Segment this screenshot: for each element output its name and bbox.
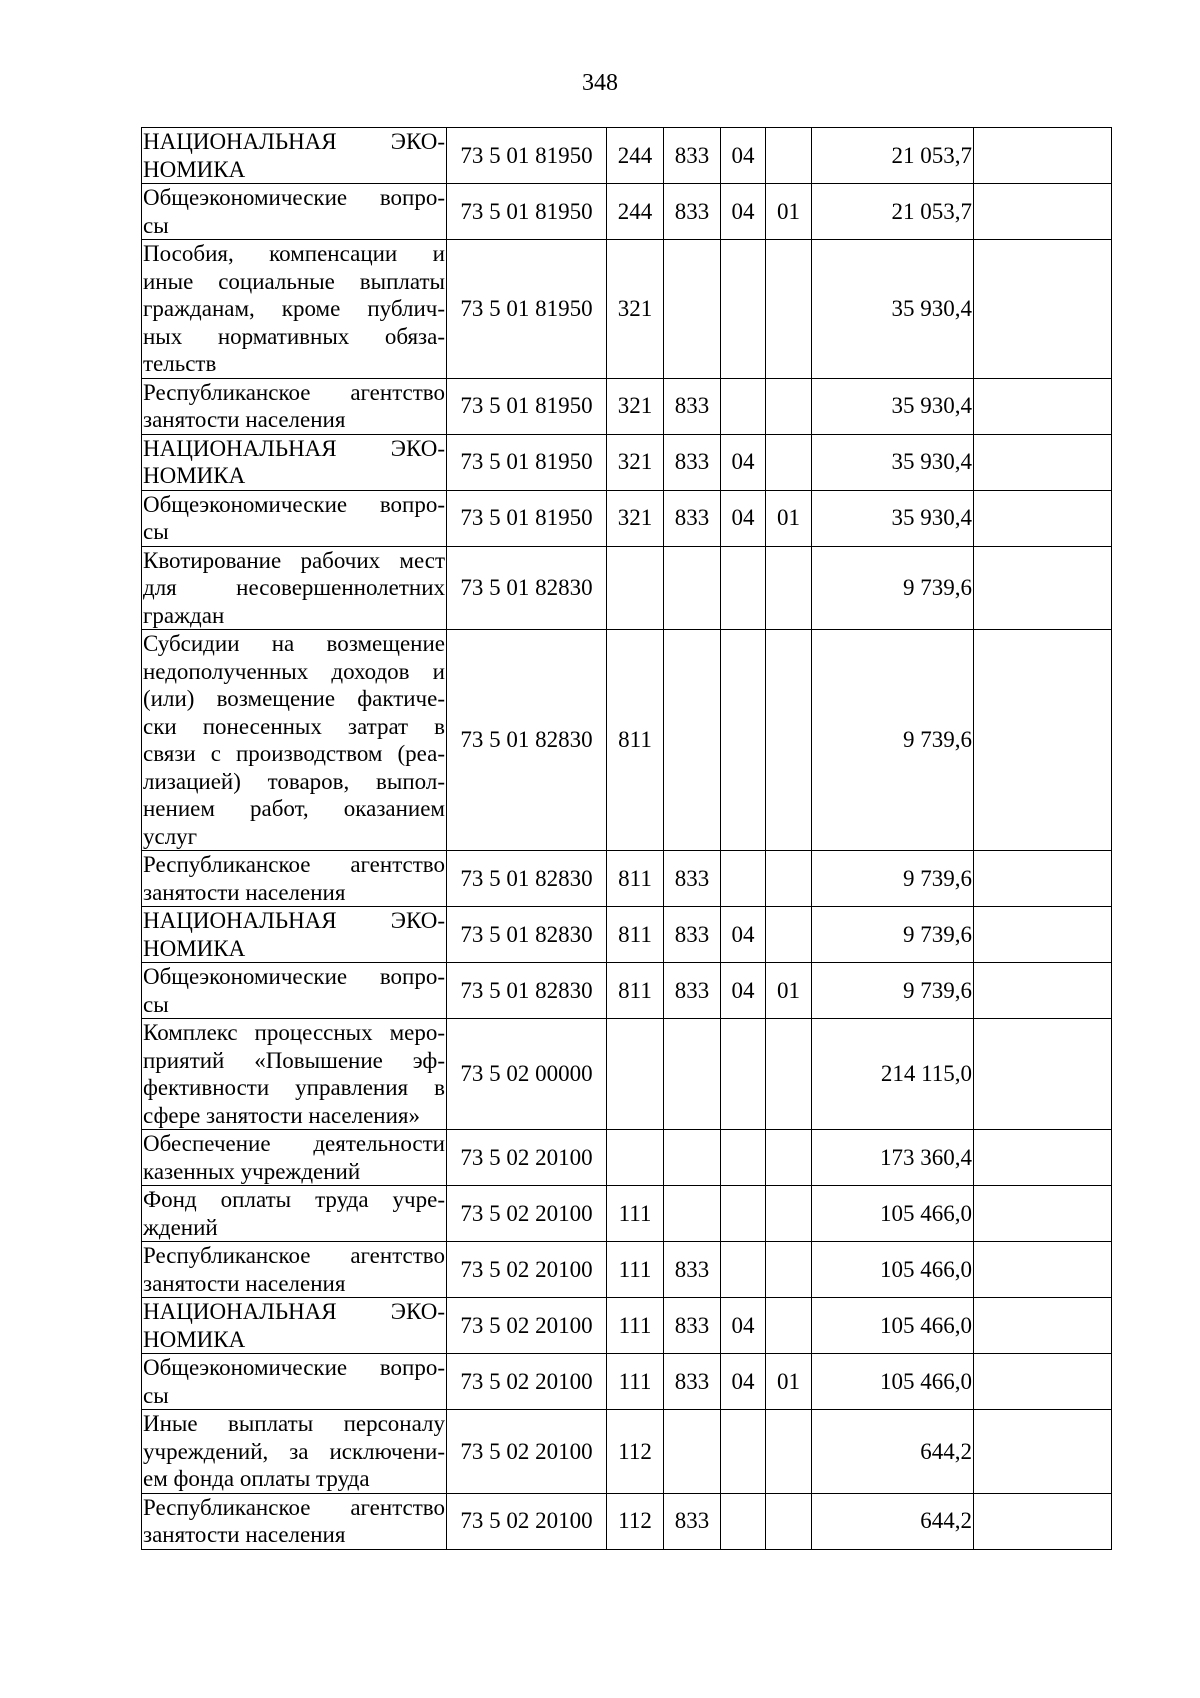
- table-row: [142, 1493, 1112, 1549]
- row-name-cell: [142, 851, 447, 907]
- administrator-code-cell: 833: [664, 963, 721, 1019]
- row-name-line: сы: [143, 519, 169, 544]
- section-code-cell: [721, 630, 766, 851]
- row-name-line: сфере занятости населения»: [143, 1102, 420, 1128]
- administrator-code-cell: 833: [664, 128, 721, 184]
- subsection-code-cell: 01: [766, 184, 812, 240]
- expense-type-cell: 111: [607, 1242, 664, 1298]
- row-name-line: услуг: [143, 823, 198, 849]
- target-article-code-cell: 73 5 01 81950: [447, 378, 607, 434]
- table-row: [142, 546, 1112, 630]
- expense-type-cell: 244: [607, 184, 664, 240]
- section-code-cell: [721, 378, 766, 434]
- section-code-cell: 04: [721, 963, 766, 1019]
- expense-type-cell: 321: [607, 490, 664, 546]
- subsection-code-cell: [766, 546, 812, 630]
- budget-table: [141, 127, 1112, 1550]
- section-code-cell: [721, 1410, 766, 1494]
- target-article-code-cell: 73 5 01 81950: [447, 184, 607, 240]
- administrator-code-cell: [664, 1130, 721, 1186]
- section-code-cell: 04: [721, 1354, 766, 1410]
- amount-cell: 21 053,7: [812, 184, 974, 240]
- page-number: 348: [582, 70, 618, 96]
- row-name-cell: [142, 240, 447, 379]
- administrator-code-cell: 833: [664, 378, 721, 434]
- empty-column-cell: [974, 240, 1112, 379]
- table-row: [142, 184, 1112, 240]
- empty-column-cell: [974, 630, 1112, 851]
- expense-type-cell: 811: [607, 851, 664, 907]
- table-row: [142, 851, 1112, 907]
- amount-cell: 105 466,0: [812, 1298, 974, 1354]
- administrator-code-cell: 833: [664, 1298, 721, 1354]
- target-article-code-cell: 73 5 02 20100: [447, 1298, 607, 1354]
- subsection-code-cell: [766, 1186, 812, 1242]
- row-name-line: Общеэкономические вопро-: [143, 491, 445, 517]
- row-name-cell: [142, 378, 447, 434]
- row-name-line: Республиканское агентство: [143, 1494, 445, 1520]
- row-name-line: (или) возмещение фактиче-: [143, 686, 445, 711]
- row-name-line: граждан: [143, 602, 225, 628]
- target-article-code-cell: 73 5 01 82830: [447, 907, 607, 963]
- table-body: [142, 128, 1112, 1550]
- row-name-line: НОМИКА: [143, 463, 246, 488]
- administrator-code-cell: [664, 630, 721, 851]
- empty-column-cell: [974, 546, 1112, 630]
- administrator-code-cell: 833: [664, 1354, 721, 1410]
- row-name-line: нением работ, оказанием: [143, 796, 445, 821]
- target-article-code-cell: 73 5 02 20100: [447, 1242, 607, 1298]
- row-name-line: Фонд оплаты труда учре-: [143, 1187, 445, 1212]
- table-row: [142, 1019, 1112, 1130]
- target-article-code-cell: 73 5 01 81950: [447, 434, 607, 490]
- row-name-line: иные социальные выплаты: [143, 268, 445, 294]
- target-article-code-cell: 73 5 02 20100: [447, 1354, 607, 1410]
- table-row: [142, 1298, 1112, 1354]
- empty-column-cell: [974, 490, 1112, 546]
- empty-column-cell: [974, 851, 1112, 907]
- administrator-code-cell: [664, 546, 721, 630]
- section-code-cell: 04: [721, 1298, 766, 1354]
- row-name-line: для несовершеннолетних: [143, 575, 445, 600]
- row-name-line: Комплекс процессных меро-: [143, 1020, 445, 1045]
- subsection-code-cell: [766, 434, 812, 490]
- subsection-code-cell: [766, 1019, 812, 1130]
- table-row: [142, 1354, 1112, 1410]
- expense-type-cell: 111: [607, 1354, 664, 1410]
- target-article-code-cell: 73 5 01 82830: [447, 851, 607, 907]
- row-name-cell: [142, 1186, 447, 1242]
- administrator-code-cell: 833: [664, 1242, 721, 1298]
- row-name-cell: [142, 1410, 447, 1494]
- expense-type-cell: 811: [607, 907, 664, 963]
- row-name-cell: [142, 1493, 447, 1549]
- table-row: [142, 1186, 1112, 1242]
- section-code-cell: 04: [721, 434, 766, 490]
- row-name-cell: [142, 184, 447, 240]
- row-name-line: НОМИКА: [143, 935, 246, 961]
- administrator-code-cell: 833: [664, 434, 721, 490]
- table-row: [142, 907, 1112, 963]
- row-name-line: занятости населения: [143, 407, 346, 432]
- empty-column-cell: [974, 1130, 1112, 1186]
- row-name-line: НАЦИОНАЛЬНАЯ ЭКО-: [143, 1299, 445, 1324]
- subsection-code-cell: 01: [766, 490, 812, 546]
- target-article-code-cell: 73 5 02 20100: [447, 1410, 607, 1494]
- row-name-line: ски понесенных затрат в: [143, 713, 445, 739]
- administrator-code-cell: [664, 240, 721, 379]
- empty-column-cell: [974, 1410, 1112, 1494]
- expense-type-cell: [607, 1019, 664, 1130]
- row-name-line: Республиканское агентство: [143, 852, 445, 877]
- row-name-cell: [142, 1354, 447, 1410]
- empty-column-cell: [974, 907, 1112, 963]
- administrator-code-cell: 833: [664, 184, 721, 240]
- row-name-line: Иные выплаты персоналу: [143, 1411, 445, 1436]
- section-code-cell: [721, 1493, 766, 1549]
- amount-cell: 9 739,6: [812, 851, 974, 907]
- expense-type-cell: 811: [607, 963, 664, 1019]
- amount-cell: 105 466,0: [812, 1186, 974, 1242]
- section-code-cell: [721, 1019, 766, 1130]
- row-name-line: Республиканское агентство: [143, 1243, 445, 1268]
- row-name-line: Общеэкономические вопро-: [143, 185, 445, 210]
- table-row: [142, 1242, 1112, 1298]
- row-name-line: Общеэкономические вопро-: [143, 964, 445, 989]
- row-name-line: ем фонда оплаты труда: [143, 1466, 370, 1491]
- administrator-code-cell: 833: [664, 851, 721, 907]
- row-name-line: недополученных доходов и: [143, 658, 445, 684]
- amount-cell: 105 466,0: [812, 1242, 974, 1298]
- row-name-cell: [142, 546, 447, 630]
- row-name-line: Субсидии на возмещение: [143, 631, 445, 656]
- row-name-cell: [142, 630, 447, 851]
- amount-cell: 35 930,4: [812, 240, 974, 379]
- empty-column-cell: [974, 1242, 1112, 1298]
- administrator-code-cell: [664, 1019, 721, 1130]
- expense-type-cell: 112: [607, 1493, 664, 1549]
- empty-column-cell: [974, 1354, 1112, 1410]
- section-code-cell: [721, 546, 766, 630]
- row-name-line: сы: [143, 212, 169, 238]
- row-name-line: связи с производством (реа-: [143, 741, 445, 766]
- empty-column-cell: [974, 378, 1112, 434]
- amount-cell: 173 360,4: [812, 1130, 974, 1186]
- target-article-code-cell: 73 5 01 82830: [447, 546, 607, 630]
- section-code-cell: [721, 1186, 766, 1242]
- subsection-code-cell: [766, 1493, 812, 1549]
- empty-column-cell: [974, 184, 1112, 240]
- amount-cell: 21 053,7: [812, 128, 974, 184]
- expense-type-cell: 111: [607, 1186, 664, 1242]
- expense-type-cell: 111: [607, 1298, 664, 1354]
- amount-cell: 214 115,0: [812, 1019, 974, 1130]
- row-name-cell: [142, 1130, 447, 1186]
- row-name-cell: [142, 1242, 447, 1298]
- subsection-code-cell: [766, 1410, 812, 1494]
- subsection-code-cell: [766, 907, 812, 963]
- row-name-line: ных нормативных обяза-: [143, 323, 445, 349]
- table-row: [142, 1410, 1112, 1494]
- target-article-code-cell: 73 5 01 82830: [447, 963, 607, 1019]
- empty-column-cell: [974, 1298, 1112, 1354]
- expense-type-cell: [607, 1130, 664, 1186]
- row-name-line: гражданам, кроме публич-: [143, 296, 445, 321]
- row-name-cell: [142, 963, 447, 1019]
- expense-type-cell: 244: [607, 128, 664, 184]
- table-row: [142, 1130, 1112, 1186]
- subsection-code-cell: [766, 1242, 812, 1298]
- subsection-code-cell: [766, 630, 812, 851]
- target-article-code-cell: 73 5 01 82830: [447, 630, 607, 851]
- target-article-code-cell: 73 5 02 20100: [447, 1493, 607, 1549]
- table-row: [142, 434, 1112, 490]
- row-name-line: Квотирование рабочих мест: [143, 547, 445, 573]
- row-name-cell: [142, 128, 447, 184]
- table-row: [142, 378, 1112, 434]
- expense-type-cell: 321: [607, 434, 664, 490]
- administrator-code-cell: 833: [664, 490, 721, 546]
- amount-cell: 9 739,6: [812, 546, 974, 630]
- row-name-line: тельств: [143, 351, 217, 376]
- target-article-code-cell: 73 5 02 00000: [447, 1019, 607, 1130]
- section-code-cell: [721, 1242, 766, 1298]
- table-row: [142, 128, 1112, 184]
- expense-type-cell: [607, 546, 664, 630]
- table-row: [142, 630, 1112, 851]
- row-name-cell: [142, 907, 447, 963]
- section-code-cell: 04: [721, 907, 766, 963]
- expense-type-cell: 321: [607, 240, 664, 379]
- row-name-line: Обеспечение деятельности: [143, 1131, 445, 1156]
- row-name-line: НОМИКА: [143, 156, 246, 182]
- row-name-line: НАЦИОНАЛЬНАЯ ЭКО-: [143, 435, 445, 461]
- section-code-cell: [721, 240, 766, 379]
- row-name-line: сы: [143, 991, 169, 1017]
- empty-column-cell: [974, 434, 1112, 490]
- empty-column-cell: [974, 963, 1112, 1019]
- administrator-code-cell: [664, 1410, 721, 1494]
- row-name-line: НОМИКА: [143, 1326, 246, 1352]
- row-name-cell: [142, 1019, 447, 1130]
- row-name-line: ждений: [143, 1214, 218, 1240]
- amount-cell: 35 930,4: [812, 378, 974, 434]
- administrator-code-cell: 833: [664, 907, 721, 963]
- empty-column-cell: [974, 1493, 1112, 1549]
- amount-cell: 105 466,0: [812, 1354, 974, 1410]
- expense-type-cell: 811: [607, 630, 664, 851]
- target-article-code-cell: 73 5 01 81950: [447, 240, 607, 379]
- administrator-code-cell: 833: [664, 1493, 721, 1549]
- subsection-code-cell: [766, 1298, 812, 1354]
- row-name-line: Общеэкономические вопро-: [143, 1355, 445, 1380]
- expense-type-cell: 321: [607, 378, 664, 434]
- row-name-line: НАЦИОНАЛЬНАЯ ЭКО-: [143, 908, 445, 933]
- row-name-line: лизацией) товаров, выпол-: [143, 768, 445, 794]
- table-row: [142, 963, 1112, 1019]
- section-code-cell: 04: [721, 490, 766, 546]
- amount-cell: 9 739,6: [812, 907, 974, 963]
- amount-cell: 9 739,6: [812, 963, 974, 1019]
- expense-type-cell: 112: [607, 1410, 664, 1494]
- target-article-code-cell: 73 5 01 81950: [447, 128, 607, 184]
- row-name-line: занятости населения: [143, 1270, 346, 1296]
- amount-cell: 9 739,6: [812, 630, 974, 851]
- section-code-cell: 04: [721, 184, 766, 240]
- subsection-code-cell: [766, 1130, 812, 1186]
- section-code-cell: [721, 1130, 766, 1186]
- row-name-cell: [142, 1298, 447, 1354]
- section-code-cell: [721, 851, 766, 907]
- row-name-line: казенных учреждений: [143, 1158, 361, 1184]
- target-article-code-cell: 73 5 01 81950: [447, 490, 607, 546]
- row-name-line: приятий «Повышение эф-: [143, 1047, 445, 1073]
- row-name-line: Республиканское агентство: [143, 379, 445, 405]
- empty-column-cell: [974, 1019, 1112, 1130]
- row-name-line: сы: [143, 1382, 169, 1408]
- row-name-line: фективности управления в: [143, 1075, 445, 1100]
- table-row: [142, 490, 1112, 546]
- row-name-line: занятости населения: [143, 879, 346, 905]
- subsection-code-cell: [766, 128, 812, 184]
- row-name-cell: [142, 490, 447, 546]
- empty-column-cell: [974, 1186, 1112, 1242]
- row-name-line: учреждений, за исключени-: [143, 1438, 445, 1464]
- subsection-code-cell: 01: [766, 963, 812, 1019]
- row-name-cell: [142, 434, 447, 490]
- section-code-cell: 04: [721, 128, 766, 184]
- target-article-code-cell: 73 5 02 20100: [447, 1130, 607, 1186]
- amount-cell: 644,2: [812, 1493, 974, 1549]
- table-row: [142, 240, 1112, 379]
- amount-cell: 644,2: [812, 1410, 974, 1494]
- empty-column-cell: [974, 128, 1112, 184]
- subsection-code-cell: 01: [766, 1354, 812, 1410]
- target-article-code-cell: 73 5 02 20100: [447, 1186, 607, 1242]
- subsection-code-cell: [766, 378, 812, 434]
- row-name-line: Пособия, компенсации и: [143, 241, 445, 266]
- amount-cell: 35 930,4: [812, 490, 974, 546]
- row-name-line: занятости населения: [143, 1522, 346, 1547]
- amount-cell: 35 930,4: [812, 434, 974, 490]
- subsection-code-cell: [766, 851, 812, 907]
- subsection-code-cell: [766, 240, 812, 379]
- row-name-line: НАЦИОНАЛЬНАЯ ЭКО-: [143, 129, 445, 154]
- administrator-code-cell: [664, 1186, 721, 1242]
